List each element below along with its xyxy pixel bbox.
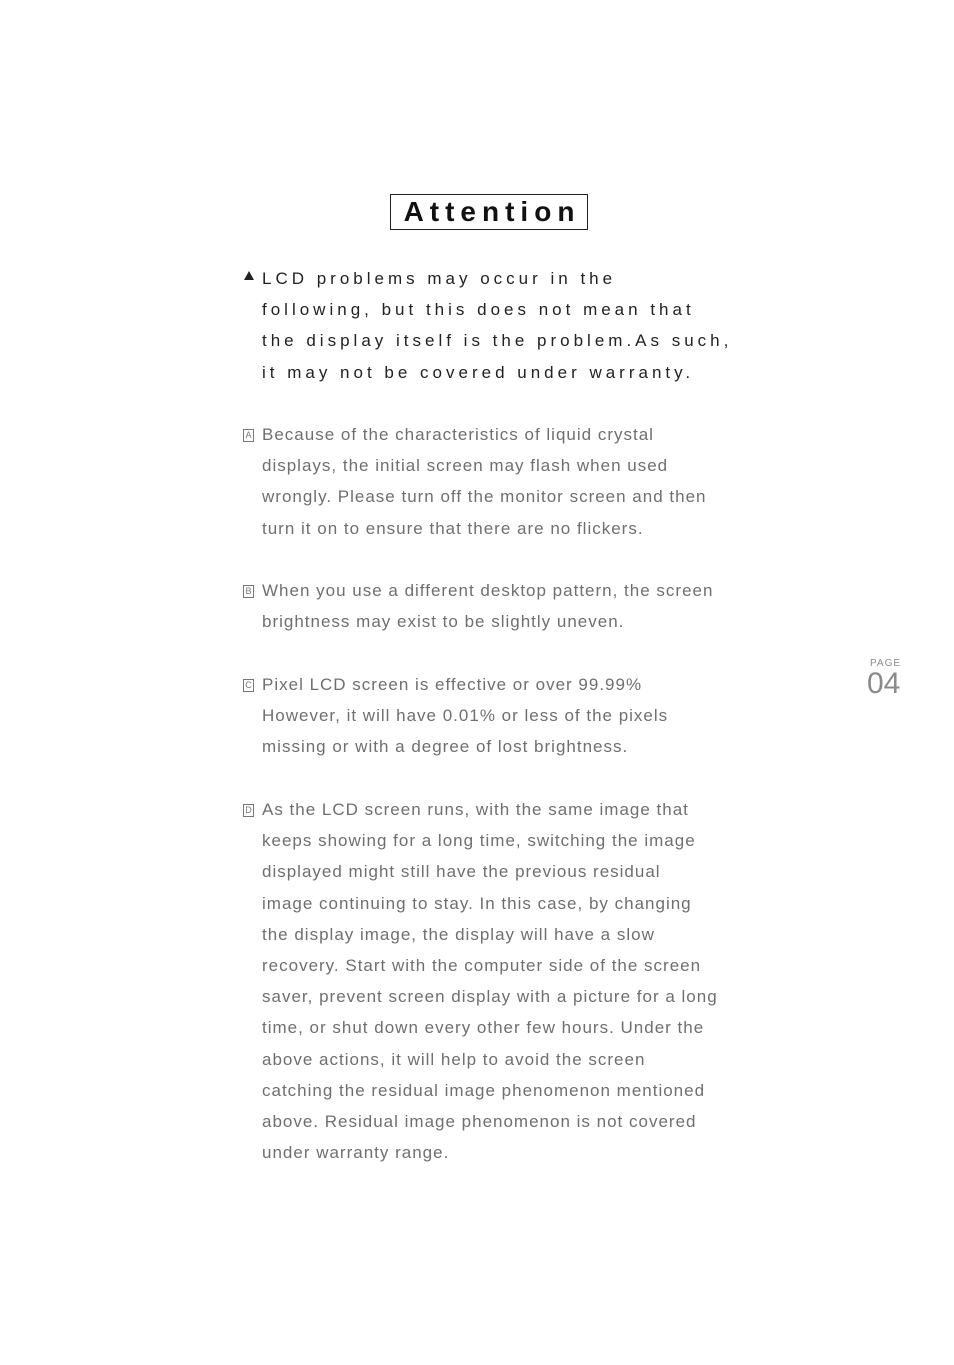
page-indicator [866,658,910,698]
item-c-line: Pixel LCD screen is effective or over 99.99% [262,675,643,694]
letter-c-box-icon: C [243,679,254,692]
item-d-line: the display image, the display will have a slow [262,924,655,944]
intro-line: it may not be covered under warranty. [262,362,695,382]
item-d-line: saver, prevent screen display with a picture for a long [262,987,718,1007]
item-b-line: When you use a different desktop pattern, the screen [262,581,714,600]
letter-a-box-icon: A [243,429,254,442]
intro-line: LCD problems may occur in the [262,269,617,288]
item-a-line: Because of the characteristics of liquid crystal [262,425,654,444]
item-d-line: recovery. Start with the computer side of the screen [262,955,702,975]
letter-b-box-icon: B [243,585,254,598]
item-c [243,669,773,763]
item-b-line: brightness may exist to be slightly uneven. [262,612,625,632]
item-b [243,575,773,637]
item-c-line: However, it will have 0.01% or less of the pixels [262,706,669,726]
item-d-line: image continuing to stay. In this case, by changing [262,893,692,913]
item-a-line: displays, the initial screen may flash when used [262,456,669,476]
item-d-line: catching the residual image phenomenon mentioned [262,1080,706,1100]
item-a-line: turn it on to ensure that there are no flickers. [262,518,644,538]
page-number: 04 [867,667,901,700]
letter-d-box-icon: D [243,804,254,817]
page-label: PAGE [870,658,902,669]
item-d-line: under warranty range. [262,1143,450,1163]
attention-title-box [390,194,588,230]
triangle-bullet-icon [243,263,257,294]
intro-line: the display itself is the problem.As such, [262,331,733,351]
intro-line: following, but this does not mean that [262,300,695,320]
intro-warning [243,263,773,388]
item-d-line: As the LCD screen runs, with the same image that [262,800,689,819]
item-d-line: time, or shut down every other few hours. Under the [262,1018,705,1038]
item-d-line: displayed might still have the previous residual [262,862,661,882]
item-a-line: wrongly. Please turn off the monitor screen and then [262,487,707,507]
item-d-line: above. Residual image phenomenon is not covered [262,1111,697,1131]
item-d [243,794,773,1168]
item-c-line: missing or with a degree of lost brightness. [262,737,629,757]
item-a [243,419,773,544]
item-d-line: above actions, it will help to avoid the screen [262,1049,646,1069]
page-title: Attention [403,196,581,227]
item-d-line: keeps showing for a long time, switching the image [262,831,696,851]
